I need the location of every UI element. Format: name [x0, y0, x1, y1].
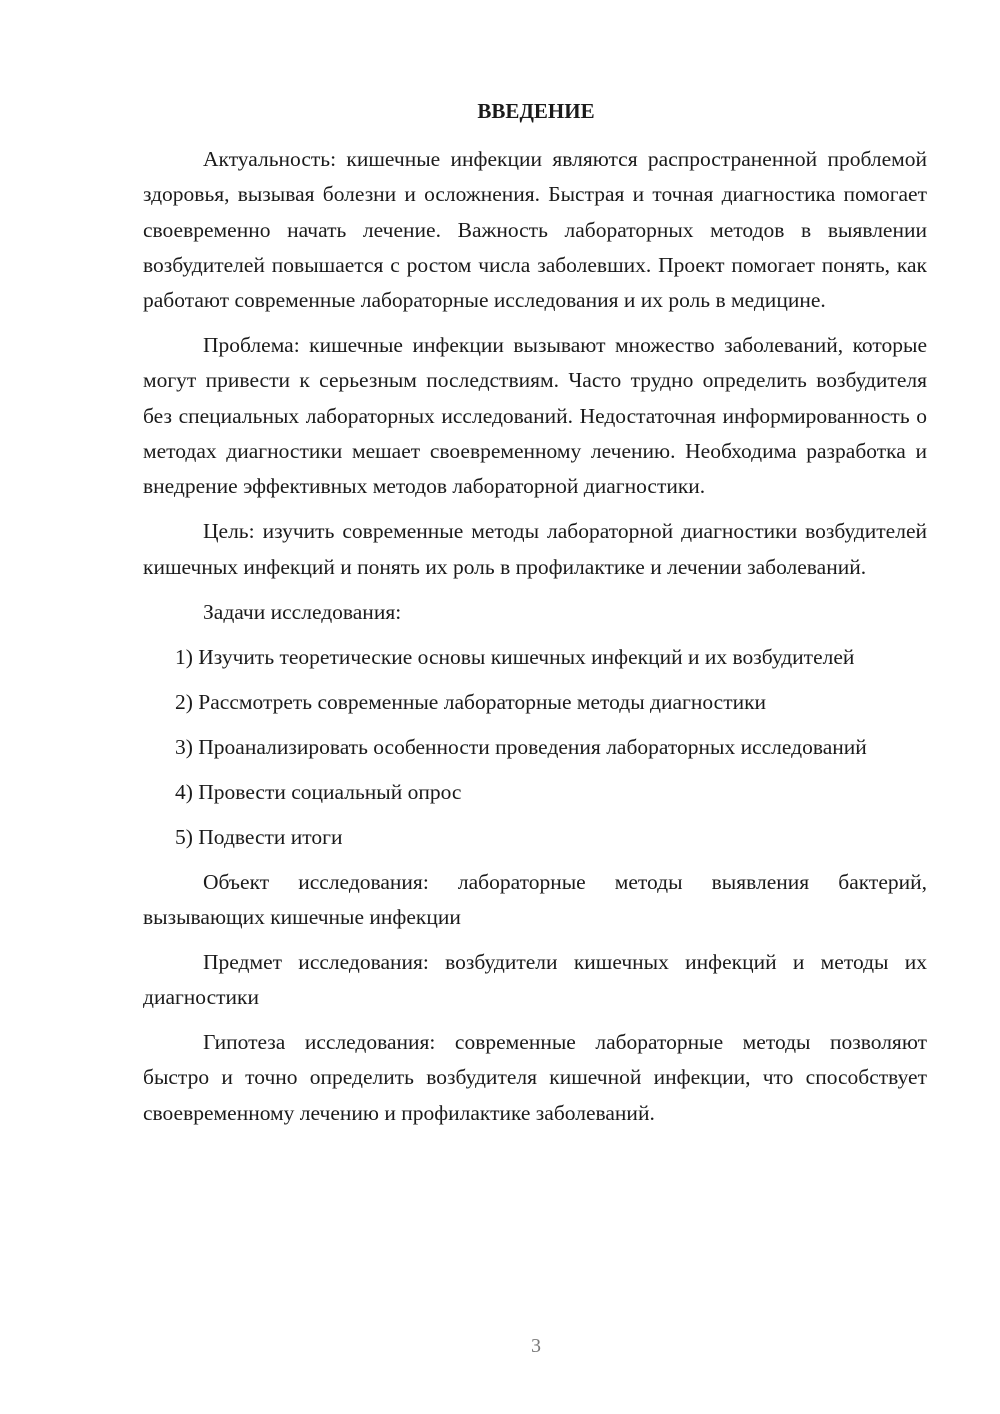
- section-title: ВВЕДЕНИЕ: [477, 99, 595, 123]
- subject-paragraph: Предмет исследования: возбудители кишечных инфекций и методы их диагностики: [143, 949, 927, 1010]
- problem-paragraph: Проблема: кишечные инфекции вызывают множество заболеваний, которые могут привести к серьезным последствиям. Часто трудно определить возбудителя без специальных лабораторных исследований. Недостаточная информированность о методах диагностики мешает своевременному лечению. Необходима разработка и внедрение эффективных методов лабораторной диагностики.: [143, 333, 927, 499]
- task-item: 1) Изучить теоретические основы кишечных инфекций и их возбудителей: [175, 644, 855, 669]
- page-number: 3: [531, 1335, 541, 1357]
- hypothesis-paragraph: Гипотеза исследования: современные лабораторные методы позволяют быстро и точно определить возбудителя кишечной инфекции, что способствует своевременному лечению и профилактике заболеваний.: [143, 1030, 927, 1125]
- document-body: [143, 142, 927, 1141]
- task-item: 2) Рассмотреть современные лабораторные методы диагностики: [175, 689, 767, 714]
- goal-paragraph: Цель: изучить современные методы лабораторной диагностики возбудителей кишечных инфекций и понять их роль в профилактике и лечении заболеваний.: [143, 519, 927, 579]
- tasks-heading: Задачи исследования:: [203, 599, 402, 624]
- object-paragraph: Объект исследования: лабораторные методы выявления бактерий, вызывающих кишечные инфекции: [143, 869, 927, 929]
- relevance-paragraph: Актуальность: кишечные инфекции являются распространенной проблемой здоровья, вызывая болезни и осложнения. Быстрая и точная диагностика помогает своевременно начать лечение. Важность лабораторных методов в выявлении возбудителей повышается с ростом числа заболевших. Проект помогает понять, как работают современные лабораторные исследования и их роль в медицине.: [143, 147, 927, 313]
- task-item: 4) Провести социальный опрос: [175, 779, 462, 804]
- task-item: 3) Проанализировать особенности проведения лабораторных исследований: [175, 734, 867, 759]
- task-item: 5) Подвести итоги: [175, 824, 343, 849]
